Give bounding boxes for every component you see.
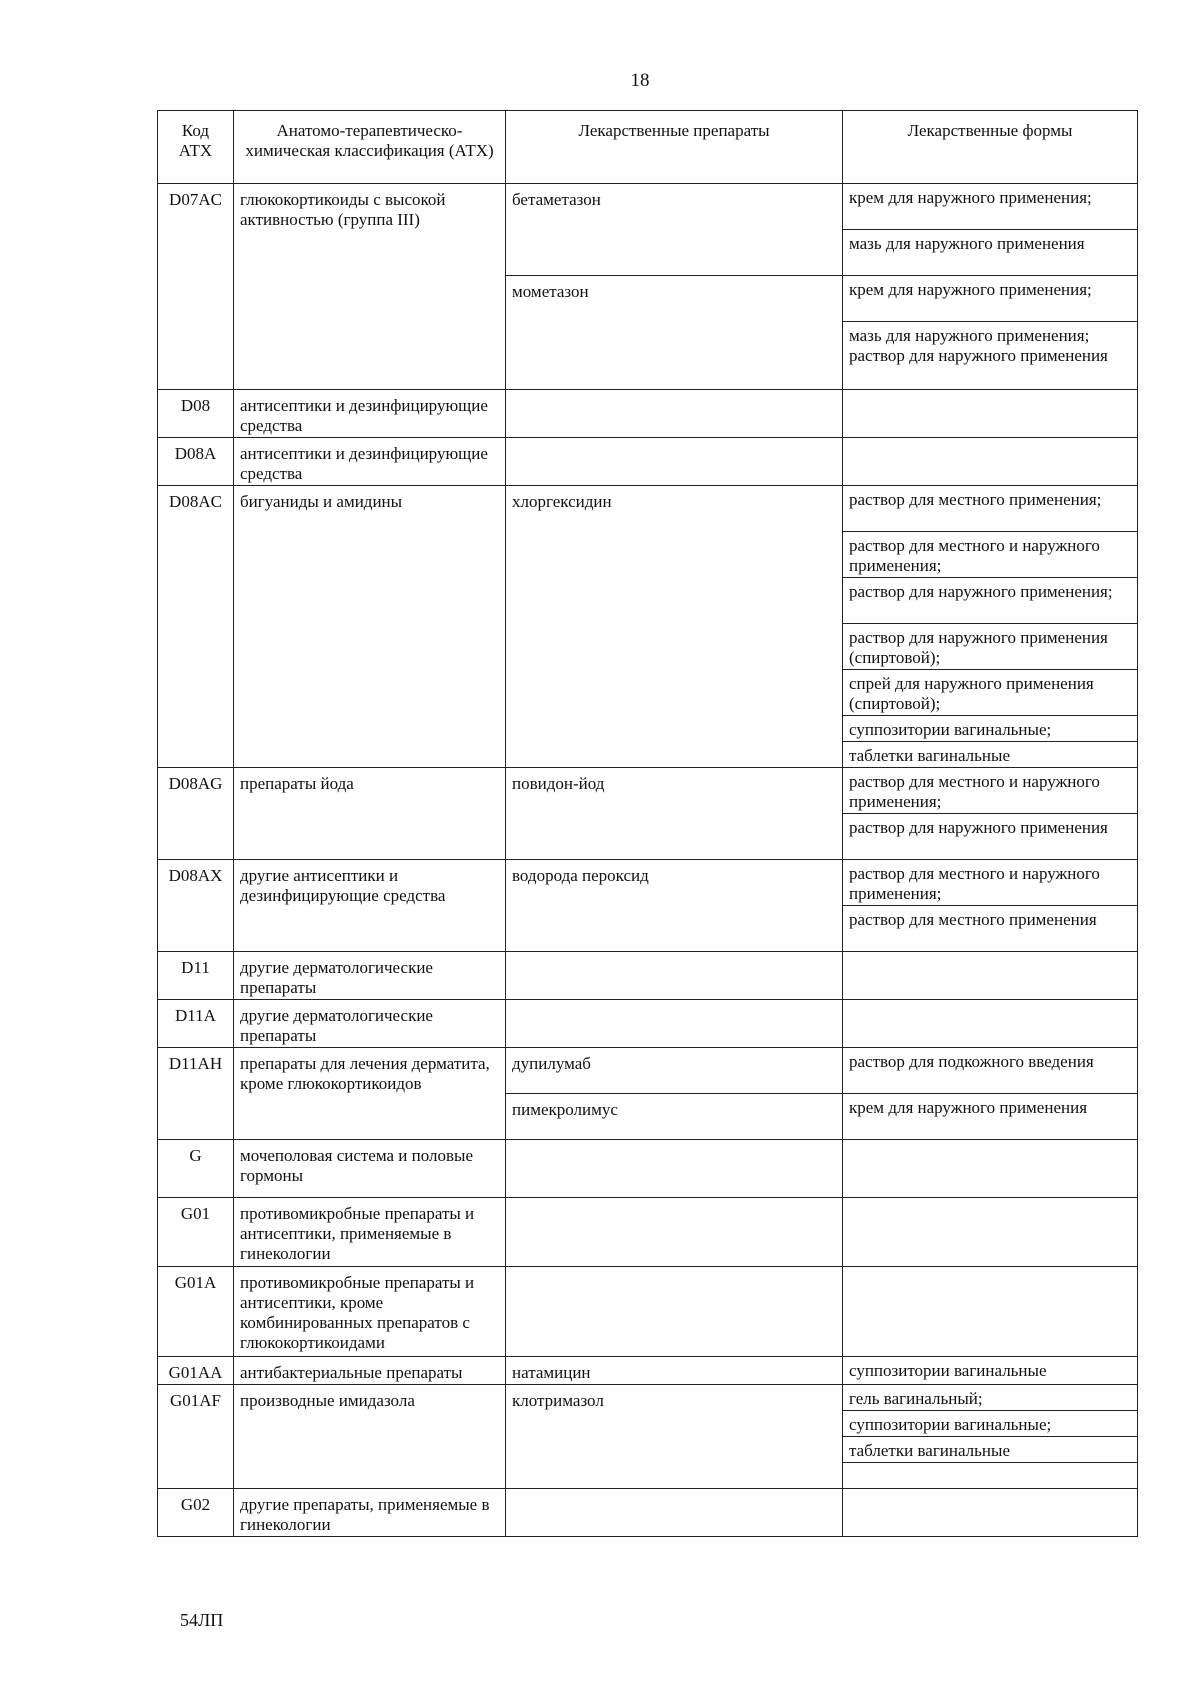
table-row — [158, 768, 1138, 814]
classification-cell: мочеполовая система и половые гормоны — [234, 1140, 506, 1198]
classification-cell: бигуаниды и амидины — [234, 486, 506, 768]
form-cell — [843, 1266, 1138, 1356]
form-cell: суппозитории вагинальные; — [843, 716, 1138, 742]
form-cell: раствор для наружного применения — [843, 814, 1138, 860]
form-cell: мазь для наружного применения — [843, 230, 1138, 276]
table-row — [158, 1140, 1138, 1198]
table-row — [158, 184, 1138, 230]
form-cell: крем для наружного применения — [843, 1094, 1138, 1140]
atx-code-cell: D08A — [158, 438, 234, 486]
classification-cell: противомикробные препараты и антисептики, применяемые в гинекологии — [234, 1198, 506, 1266]
drug-cell: клотримазол — [506, 1384, 843, 1488]
drug-cell: бетаметазон — [506, 184, 843, 276]
form-cell: суппозитории вагинальные — [843, 1356, 1138, 1384]
table-row — [158, 1198, 1138, 1266]
classification-cell: антисептики и дезинфицирующие средства — [234, 438, 506, 486]
classification-cell: производные имидазола — [234, 1384, 506, 1488]
classification-cell: противомикробные препараты и антисептики, кроме комбинированных препаратов с глюкокортикоидами — [234, 1266, 506, 1356]
atx-code-cell: D11AH — [158, 1048, 234, 1140]
table-row — [158, 860, 1138, 906]
table-row — [158, 1000, 1138, 1048]
drug-cell: дупилумаб — [506, 1048, 843, 1094]
form-cell: таблетки вагинальные — [843, 742, 1138, 768]
table-row — [158, 486, 1138, 532]
atx-code-cell: D08AG — [158, 768, 234, 860]
drug-cell: пимекролимус — [506, 1094, 843, 1140]
form-cell — [843, 1140, 1138, 1198]
atx-table — [157, 110, 1138, 1537]
form-cell — [843, 438, 1138, 486]
form-cell: раствор для подкожного введения — [843, 1048, 1138, 1094]
form-cell: раствор для наружного применения; — [843, 578, 1138, 624]
form-cell: раствор для наружного применения (спиртовой); — [843, 624, 1138, 670]
classification-cell: препараты йода — [234, 768, 506, 860]
table-row — [158, 952, 1138, 1000]
atx-code-cell: G01 — [158, 1198, 234, 1266]
classification-cell: антисептики и дезинфицирующие средства — [234, 390, 506, 438]
classification-cell: другие препараты, применяемые в гинекологии — [234, 1488, 506, 1536]
atx-code-cell: G01A — [158, 1266, 234, 1356]
header-classification: Анатомо-терапевтическо-химическая классификация (АТХ) — [234, 111, 506, 184]
header-drugs: Лекарственные препараты — [506, 111, 843, 184]
drug-cell — [506, 1266, 843, 1356]
table-row — [158, 438, 1138, 486]
atx-code-cell: D11 — [158, 952, 234, 1000]
form-cell — [843, 390, 1138, 438]
drug-cell: водорода пероксид — [506, 860, 843, 952]
drug-cell — [506, 1000, 843, 1048]
table-row — [158, 1048, 1138, 1094]
form-cell: гель вагинальный; — [843, 1384, 1138, 1410]
table-row — [158, 390, 1138, 438]
atx-code-cell: G01AA — [158, 1356, 234, 1384]
form-cell — [843, 1462, 1138, 1488]
atx-code-cell: D11A — [158, 1000, 234, 1048]
table-row — [158, 1266, 1138, 1356]
atx-code-cell: G01AF — [158, 1384, 234, 1488]
atx-code-cell: D07AC — [158, 184, 234, 390]
drug-cell: повидон-йод — [506, 768, 843, 860]
drug-cell — [506, 390, 843, 438]
atx-code-cell: D08AC — [158, 486, 234, 768]
table-header-row — [158, 111, 1138, 184]
form-cell — [843, 1488, 1138, 1536]
form-cell: раствор для местного применения; — [843, 486, 1138, 532]
header-code: Код АТХ — [158, 111, 234, 184]
form-cell: спрей для наружного применения (спиртовой); — [843, 670, 1138, 716]
drug-cell — [506, 952, 843, 1000]
atx-code-cell: D08 — [158, 390, 234, 438]
form-cell: раствор для местного и наружного применения; — [843, 532, 1138, 578]
classification-cell: глюкокортикоиды с высокой активностью (группа III) — [234, 184, 506, 390]
classification-cell: препараты для лечения дерматита, кроме глюкокортикоидов — [234, 1048, 506, 1140]
form-cell: раствор для местного применения — [843, 906, 1138, 952]
drug-cell — [506, 1198, 843, 1266]
form-cell — [843, 952, 1138, 1000]
classification-cell: другие дерматологические препараты — [234, 1000, 506, 1048]
footer-code: 54ЛП — [180, 1610, 224, 1630]
header-forms: Лекарственные формы — [843, 111, 1138, 184]
drug-cell: мометазон — [506, 276, 843, 390]
atx-code-cell: G02 — [158, 1488, 234, 1536]
atx-code-cell: D08AX — [158, 860, 234, 952]
page-number: 18 — [630, 70, 650, 91]
form-cell: раствор для местного и наружного применения; — [843, 768, 1138, 814]
classification-cell: другие антисептики и дезинфицирующие средства — [234, 860, 506, 952]
form-cell: таблетки вагинальные — [843, 1436, 1138, 1462]
atx-code-cell: G — [158, 1140, 234, 1198]
classification-cell: другие дерматологические препараты — [234, 952, 506, 1000]
table-row — [158, 1356, 1138, 1384]
drug-cell: хлоргексидин — [506, 486, 843, 768]
form-cell: раствор для местного и наружного применения; — [843, 860, 1138, 906]
form-cell: крем для наружного применения; — [843, 276, 1138, 322]
table-row — [158, 1488, 1138, 1536]
drug-cell — [506, 438, 843, 486]
form-cell: крем для наружного применения; — [843, 184, 1138, 230]
drug-cell — [506, 1140, 843, 1198]
form-cell — [843, 1198, 1138, 1266]
form-cell — [843, 1000, 1138, 1048]
classification-cell: антибактериальные препараты — [234, 1356, 506, 1384]
form-cell: мазь для наружного применения; раствор для наружного применения — [843, 322, 1138, 390]
table-row — [158, 1384, 1138, 1410]
drug-cell: натамицин — [506, 1356, 843, 1384]
drug-cell — [506, 1488, 843, 1536]
form-cell: суппозитории вагинальные; — [843, 1410, 1138, 1436]
